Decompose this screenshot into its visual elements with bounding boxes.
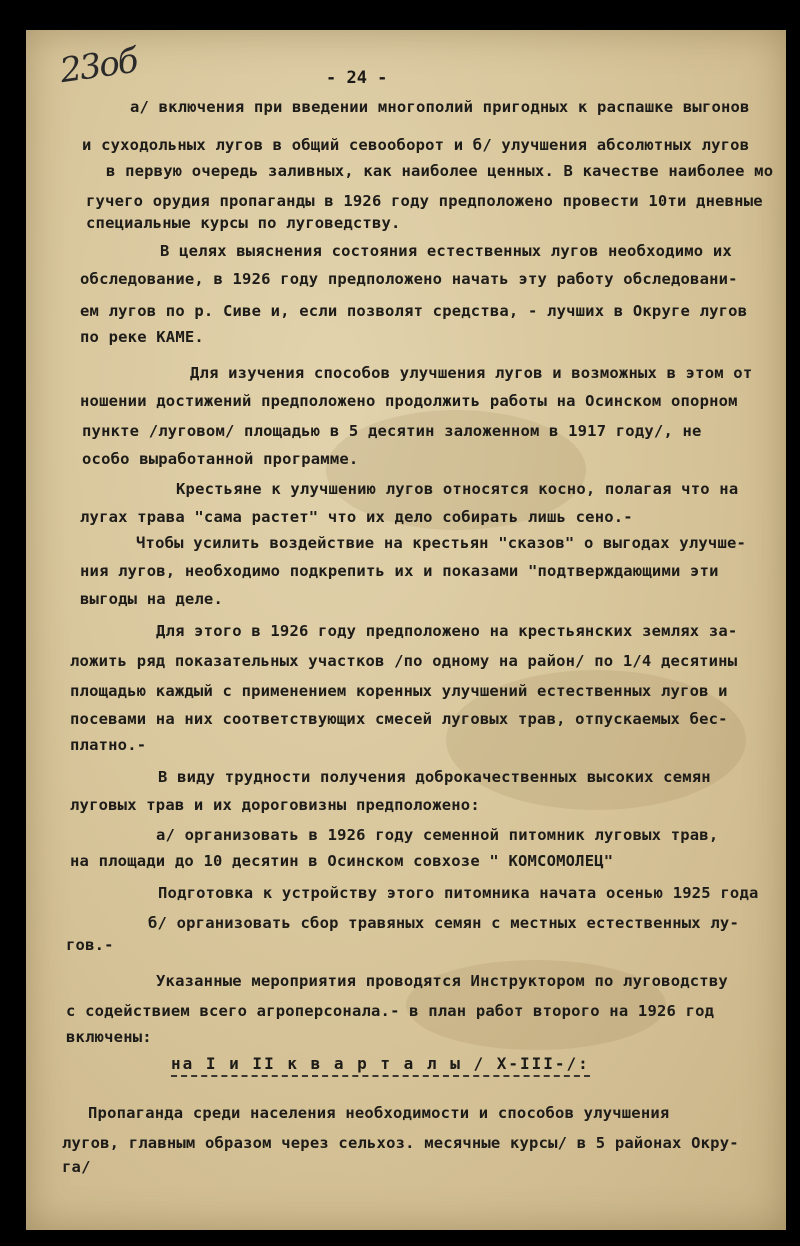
text-line: гов.- [66,936,114,954]
text-line: га/ [62,1158,91,1176]
document-page [26,30,786,1230]
text-line: специальные курсы по луговедству. [86,214,401,232]
section-heading: на I и II к в а р т а л ы / X-III-/: [171,1054,590,1077]
text-line: лугов, главным образом через сельхоз. месячные курсы/ в 5 районах Окру- [62,1134,739,1152]
text-line: Для этого в 1926 году предположено на крестьянских землях за- [156,622,738,640]
text-line: Крестьяне к улучшению лугов относятся косно, полагая что на [176,480,739,498]
archive-number: 23об [57,40,139,92]
text-line: пункте /луговом/ площадью в 5 десятин заложенном в 1917 году/, не [82,422,702,440]
text-line: ем лугов по р. Сиве и, если позволят средства, - лучших в Округе лугов [80,302,748,320]
text-line: В целях выяснения состояния естественных лугов необходимо их [160,242,732,260]
text-line: а/ организовать в 1926 году семенной питомник луговых трав, [156,826,719,844]
text-line: по реке КАМЕ. [80,328,204,346]
text-line: а/ включения при введении многополий пригодных к распашке выгонов [130,98,750,116]
text-line: Для изучения способов улучшения лугов и возможных в этом от [190,364,753,382]
text-line: ношении достижений предположено продолжить работы на Осинском опорном [80,392,738,410]
text-line: Чтобы усилить воздействие на крестьян "сказов" о выгодах улучше- [136,534,747,552]
text-line: включены: [66,1028,152,1046]
text-line: Пропаганда среди населения необходимости и способов улучшения [88,1104,670,1122]
text-line: и суходольных лугов в общий севооборот и б/ улучшения абсолютных лугов [82,136,750,154]
text-line: ложить ряд показательных участков /по одному на район/ по 1/4 десятины [70,652,738,670]
text-line: ния лугов, необходимо подкрепить их и показами "подтверждающими эти [80,562,719,580]
text-line: В виду трудности получения доброкачественных высоких семян [158,768,711,786]
text-line: луговых трав и их дороговизны предположено: [70,796,480,814]
text-line: выгоды на деле. [80,590,223,608]
text-line: особо выработанной программе. [82,450,359,468]
text-line: лугах трава "сама растет" что их дело собирать лишь сено.- [80,508,633,526]
text-line: Указанные мероприятия проводятся Инструктором по луговодству [156,972,728,990]
text-line: на площади до 10 десятин в Осинском совхозе " КОМСОМОЛЕЦ" [70,852,614,870]
text-line: площадью каждый с применением коренных улучшений естественных лугов и [70,682,728,700]
text-line: Подготовка к устройству этого питомника начата осенью 1925 года [158,884,759,902]
text-line: платно.- [70,736,147,754]
text-line: с содействием всего агроперсонала.- в план работ второго на 1926 год [66,1002,715,1020]
text-line: гучего орудия пропаганды в 1926 году предположено провести 10ти дневные [86,192,763,210]
text-line: обследование, в 1926 году предположено начать эту работу обследовани- [80,270,738,288]
text-line: посевами на них соответствующих смесей луговых трав, отпускаемых бес- [70,710,728,728]
text-line: б/ организовать сбор травяных семян с местных естественных лу- [148,914,739,932]
text-line: в первую очередь заливных, как наиболее ценных. В качестве наиболее мо [106,162,774,180]
page-number: - 24 - [326,68,388,88]
